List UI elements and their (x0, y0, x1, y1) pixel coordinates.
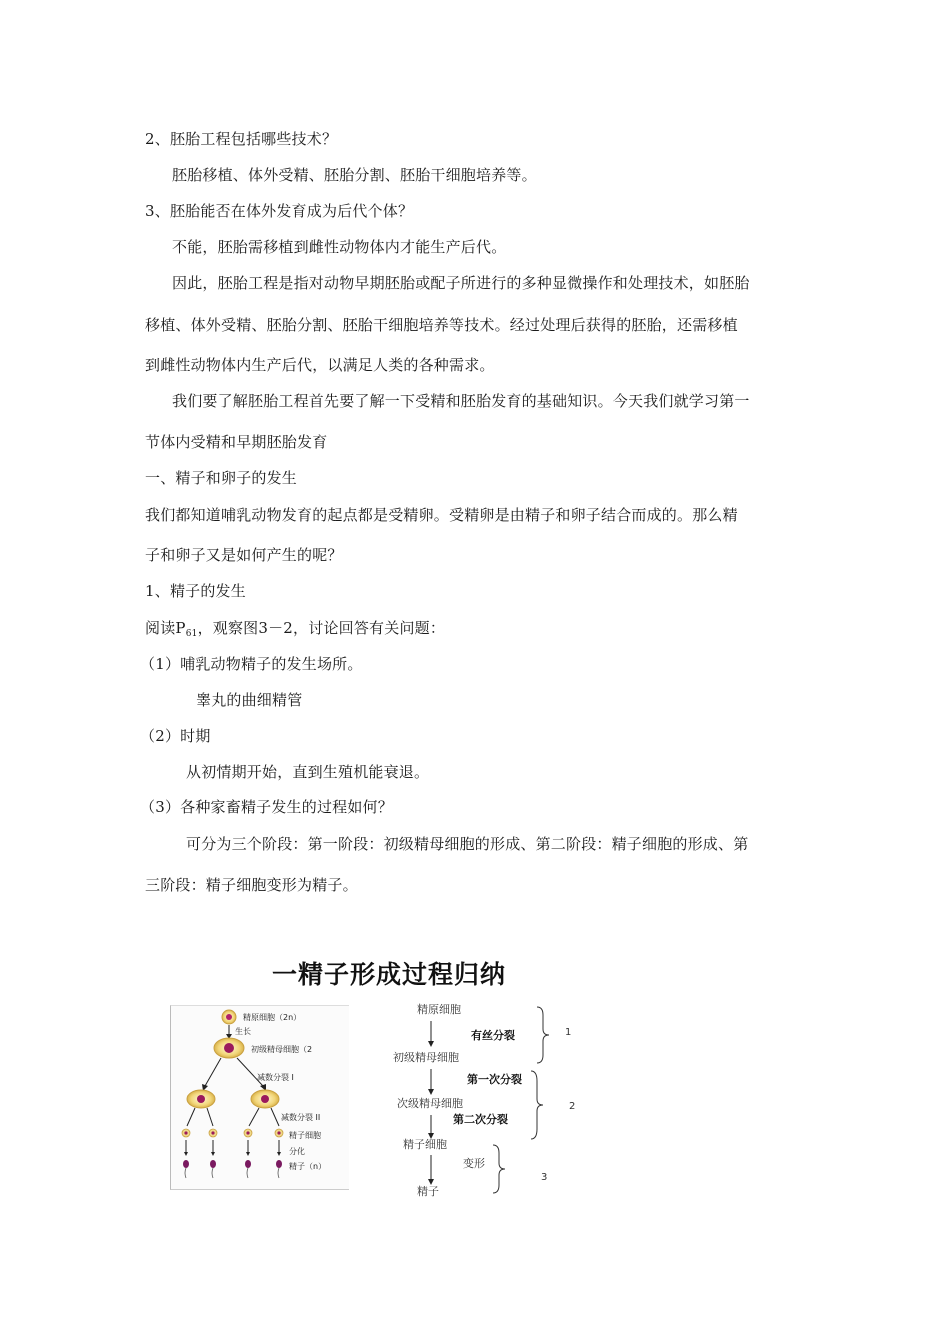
line-a-process-1: 可分为三个阶段：第一阶段：初级精母细胞的形成、第二阶段：精子细胞的形成、第 (186, 835, 749, 853)
spermatids (182, 1129, 283, 1137)
line-q-site: （1）哺乳动物精子的发生场所。 (140, 655, 363, 673)
spermatogenesis-flowchart (385, 995, 605, 1205)
figure-title: 一精子形成过程归纳 (272, 960, 507, 989)
line-para1-3: 到雌性动物体内生产后代，以满足人类的各种需求。 (145, 356, 495, 374)
line-a-period: 从初情期开始，直到生殖机能衰退。 (186, 763, 430, 781)
flow-mitosis: 有丝分裂 (471, 1029, 515, 1042)
brace-stage-2 (531, 1071, 543, 1139)
brace-stage-1 (537, 1007, 549, 1063)
reading-suffix: ，观察图3－2，讨论回答有关问题： (197, 619, 446, 637)
line-a-site: 睾丸的曲细精管 (196, 691, 303, 709)
flow-spermatogonium: 精原细胞 (417, 1003, 461, 1016)
primary-spermatocyte-cell (214, 1038, 244, 1058)
line-a2: 胚胎移植、体外受精、胚胎分割、胚胎干细胞培养等。 (172, 166, 537, 184)
line-q-process: （3）各种家畜精子发生的过程如何？ (140, 798, 393, 816)
label-spermatogonium: 精原细胞（2n） (243, 1013, 302, 1022)
flow-second-division: 第二次分裂 (453, 1113, 508, 1126)
secondary-spermatocyte-right (251, 1090, 279, 1108)
line-para2-1: 我们要了解胚胎工程首先要了解一下受精和胚胎发育的基础知识。今天我们就学习第一 (172, 392, 750, 410)
flow-sperm: 精子 (417, 1185, 439, 1198)
sperm-cells (183, 1160, 282, 1178)
line-para1-2: 移植、体外受精、胚胎分割、胚胎干细胞培养等技术。经过处理后获得的胚胎，还需移植 (145, 316, 738, 334)
line-a-process-2: 三阶段：精子细胞变形为精子。 (145, 876, 358, 894)
line-para3-2: 子和卵子又是如何产生的呢？ (145, 546, 343, 564)
line-q-period: （2）时期 (140, 727, 211, 745)
label-meiosis-1: 减数分裂 I (257, 1073, 294, 1082)
flow-first-division: 第一次分裂 (467, 1073, 522, 1086)
line-para2-2: 节体内受精和早期胚胎发育 (145, 433, 328, 451)
line-para1-1: 因此，胚胎工程是指对动物早期胚胎或配子所进行的多种显微操作和处理技术，如胚胎 (172, 274, 750, 292)
spermatogonium-cell (222, 1010, 236, 1024)
line-q2: 2、胚胎工程包括哪些技术？ (145, 130, 338, 148)
label-meiosis-2: 减数分裂 II (281, 1113, 321, 1122)
reading-prefix: 阅读P (145, 619, 186, 637)
secondary-spermatocyte-left (187, 1090, 215, 1108)
spermatogenesis-cell-diagram (170, 1005, 349, 1190)
label-sperm: 精子（n） (289, 1162, 327, 1171)
flow-spermatid: 精子细胞 (403, 1138, 447, 1151)
line-a3: 不能，胚胎需移植到雌性动物体内才能生产后代。 (172, 238, 507, 256)
label-growth: 生长 (235, 1027, 251, 1036)
stage-number-2: 2 (569, 1101, 576, 1112)
stage-number-1: 1 (565, 1027, 572, 1038)
section-heading-1: 一、精子和卵子的发生 (145, 469, 298, 487)
stage-number-3: 3 (541, 1172, 548, 1183)
flow-secondary-spermatocyte: 次级精母细胞 (397, 1097, 463, 1110)
brace-stage-3 (493, 1145, 505, 1193)
label-spermatid: 精子细胞 (289, 1131, 321, 1140)
line-q3: 3、胚胎能否在体外发育成为后代个体？ (145, 202, 414, 220)
flow-primary-spermatocyte: 初级精母细胞 (393, 1051, 459, 1064)
line-para3-1: 我们都知道哺乳动物发育的起点都是受精卵。受精卵是由精子和卵子结合而成的。那么精 (145, 506, 738, 524)
label-differentiation: 分化 (289, 1147, 305, 1156)
flow-deformation: 变形 (463, 1157, 485, 1170)
line-reading (145, 617, 445, 639)
page-subscript: 61 (185, 629, 198, 639)
label-primary-spermatocyte: 初级精母细胞（2 (251, 1045, 313, 1054)
subsection-heading-1: 1、精子的发生 (145, 582, 246, 600)
